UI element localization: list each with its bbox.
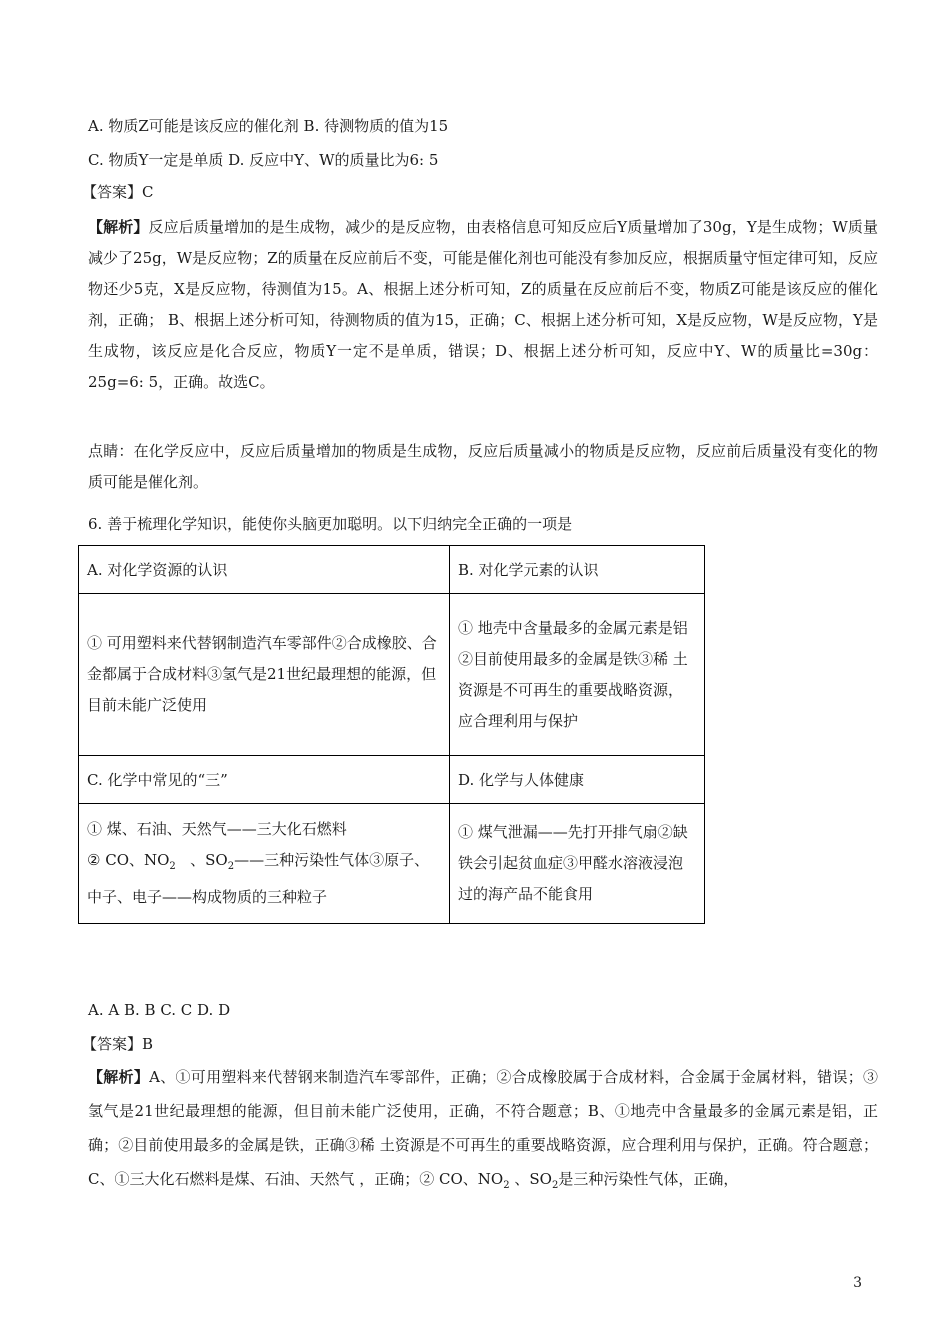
q5-analysis	[88, 212, 878, 398]
cell-c-line-2c: ——三种污染性气体③原子、中子、电子——构成物质的三种粒子	[87, 851, 430, 906]
cell-c-body	[79, 804, 450, 924]
cell-d-heading: D. 化学与人体健康	[450, 756, 705, 804]
cell-c-line-1: ① 煤、石油、天然气——三大化石燃料	[87, 820, 347, 838]
q5-analysis-text: 反应后质量增加的是生成物，减少的是反应物，由表格信息可知反应后Y质量增加了30g，Y是生成物；W质量减少了25g，W是反应物；Z的质量在反应前后不变，可能是催化剂也可能没有参加反应，根据质量守恒定律可知，反应物还少5克，X是反应物，待测值为15。A、根据上述分析可知，Z的质量在反应前后不变，物质Z可能是该反应的催化剂，正确； B、根据上述分析可知，待测物质的值为15，正确；C、根据上述分析可知，X是反应物，W是反应物，Y是生成物，该反应是化合反应，物质Y一定不是单质，错误；D、根据上述分析可知，反应中Y、W的质量比=30g：25g=6: 5，正确。故选C。	[88, 218, 878, 391]
cell-c-line-2a: ② CO、NO	[87, 851, 170, 869]
cell-c-text	[87, 814, 441, 913]
cell-b-text: ① 地壳中含量最多的金属元素是铝②目前使用最多的金属是铁③稀 土资源是不可再生的重要战略资源，应合理利用与保护	[458, 618, 688, 730]
cell-a-text: ① 可用塑料来代替钢制造汽车零部件②合成橡胶、合金都属于合成材料③氢气是21世纪最理想的能源，但目前未能广泛使用	[87, 634, 437, 714]
q6-analysis-text-3: 是三种污染性气体，正确，	[558, 1170, 739, 1188]
q6-options-table	[78, 545, 705, 924]
q6-answer: 【答案】B	[82, 1035, 154, 1053]
subscript-2: 2	[227, 861, 235, 872]
q5-analysis-label: 【解析】	[88, 218, 149, 236]
cell-b-heading: B. 对化学元素的认识	[450, 546, 705, 594]
q6-analysis-label: 【解析】	[88, 1068, 150, 1086]
q5-options-line-2: C. 物质Y一定是单质 D. 反应中Y、W的质量比为6: 5	[88, 151, 439, 169]
cell-c-heading: C. 化学中常见的“三”	[79, 756, 450, 804]
q5-tip: 点睛：在化学反应中，反应后质量增加的物质是生成物，反应后质量减小的物质是反应物，反应前后质量没有变化的物质可能是催化剂。	[88, 442, 878, 491]
subscript-2: 2	[169, 861, 176, 872]
subscript-2: 2	[551, 1180, 559, 1191]
cell-c-line-2b: 、SO	[190, 851, 228, 869]
q5-answer: 【答案】C	[82, 183, 154, 201]
cell-d-body	[450, 804, 705, 924]
page-number: 3	[853, 1275, 862, 1291]
cell-d-text: ① 煤气泄漏——先打开排气扇②缺铁会引起贫血症③甲醛水溶液浸泡过的海产品不能食用	[458, 823, 688, 903]
subscript-2: 2	[503, 1180, 510, 1191]
q6-question: 6. 善于梳理化学知识，能使你头脑更加聪明。以下归纳完全正确的一项是	[88, 515, 573, 533]
cell-a-body	[79, 594, 450, 756]
q6-options: A. A B. B C. C D. D	[88, 1001, 231, 1019]
cell-b-body	[450, 594, 705, 756]
q6-analysis	[88, 1060, 878, 1203]
q5-options-line-1: A. 物质Z可能是该反应的催化剂 B. 待测物质的值为15	[88, 117, 449, 135]
q6-analysis-text-1: A、①可用塑料来代替钢来制造汽车零部件，正确；②合成橡胶属于合成材料，合金属于金属材料，错误；③氢气是21世纪最理想的能源，但目前未能广泛使用，正确，不符合题意；B、①地壳中含量最多的金属元素是铝，正确；②目前使用最多的金属是铁，正确③稀 土资源是不可再生的重要战略资源，应合理利用与保护，正确。符合题意；C、①三大化石燃料是煤、石油、天然气 ，正确；② CO、NO	[88, 1068, 878, 1188]
cell-a-heading: A. 对化学资源的认识	[79, 546, 450, 594]
q6-analysis-text-2: 、SO	[509, 1170, 552, 1188]
